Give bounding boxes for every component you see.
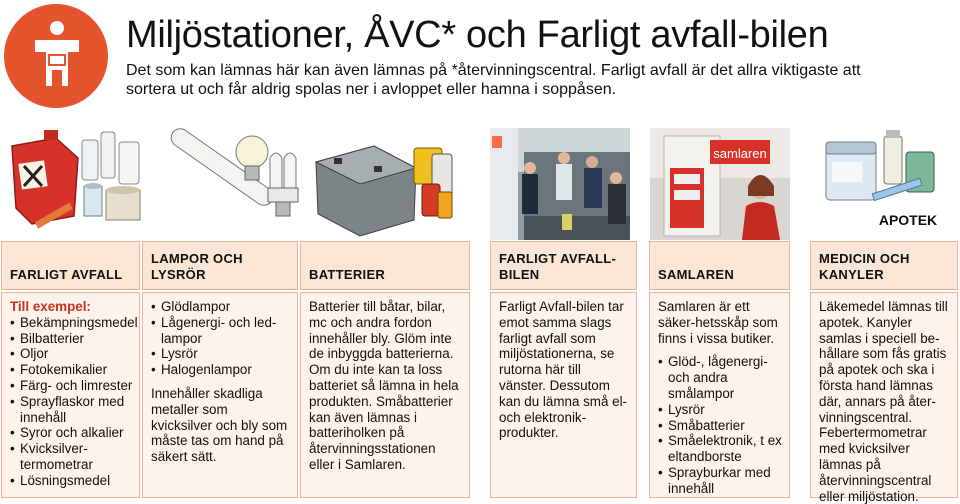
- hazardous-waste-illustration: [4, 128, 154, 238]
- item-list: [10, 314, 138, 489]
- col-body-samlaren: [649, 292, 790, 498]
- col-header-farligt-avfall: FARLIGT AVFALL: [1, 241, 140, 290]
- list-item: • Småelektronik, t ex eltandborste: [658, 433, 783, 465]
- list-item: • Färg- och limrester: [10, 378, 133, 394]
- body-text: Farligt Avfall-bilen tar emot samma slags farligt avfall som miljöstationerna, se rutorna här till vänster. Dessutom kan du lämna små el- och elektronik-produkter.: [499, 299, 628, 441]
- list-item: • Bekämpningsmedel: [10, 315, 133, 331]
- apotek-label: APOTEK: [878, 212, 938, 228]
- list-item: • Småbatterier: [658, 418, 783, 434]
- list-item: • Glödlampor: [151, 299, 291, 315]
- list-item: • Lysrör: [658, 402, 783, 418]
- col-header-medicin: MEDICIN OCH KANYLER: [810, 241, 958, 290]
- logo: [4, 4, 108, 108]
- list-item: • Lågenergi- och led-lampor: [151, 315, 291, 347]
- item-list: [658, 354, 783, 496]
- medicine-illustration: [812, 128, 960, 240]
- col-body-farligt-avfall-bilen: [490, 292, 637, 498]
- body-text: Batterier till båtar, bilar, mc och andra fordon innehåller bly. Glöm inte de inbyggda batterierna. Om du inte kan ta loss batteriet så lämna in hela produkten. Småbatterier kan även lämnas i batteriholken på återvinningsstationen eller i Samlaren.: [309, 299, 459, 472]
- person-recycling-icon: [4, 4, 108, 108]
- samlaren-sign-text: samlaren: [713, 146, 767, 161]
- list-item: • Lösningsmedel: [10, 473, 133, 489]
- col-body-farligt-avfall: [1, 292, 140, 498]
- col-body-lampor: [142, 292, 298, 498]
- col-body-batterier: [300, 292, 470, 498]
- col-header-batterier: BATTERIER: [300, 241, 470, 290]
- col-header-samlaren: SAMLAREN: [649, 241, 790, 290]
- body-text: Innehåller skadliga metaller som kvicksilver och bly som måste tas om hand på säkert sätt.: [151, 385, 288, 465]
- list-item: • Lysrör: [151, 346, 291, 362]
- page-subtitle: Det som kan lämnas här kan även lämnas på *återvinningscentral. Farligt avfall är det allra viktigaste att sortera ut och får aldrig spolas ner i avloppet eller hamna i soppåsen.: [126, 62, 861, 98]
- intro-text: Till exempel:: [10, 299, 91, 314]
- body-text: Samlaren är ett säker-hetsskåp som finns i vissa butiker.: [658, 299, 778, 346]
- col-header-lampor: LAMPOR OCH LYSRÖR: [142, 241, 298, 290]
- list-item: • Fotokemikalier: [10, 362, 133, 378]
- body-text: Läkemedel lämnas till apotek. Kanyler samlas i speciell be-hållare som fås gratis på apotek och ska i första hand lämnas där, annars på åter-vinningscentral. Febertermometrar med kvicksilver lämnas på återvinningscentral eller miljöstation.: [819, 299, 948, 504]
- list-item: • Sprayflaskor med innehåll: [10, 394, 133, 426]
- list-item: • Syror och alkalier: [10, 425, 133, 441]
- list-item: • Bilbatterier: [10, 331, 133, 347]
- lamps-illustration: [162, 128, 302, 238]
- list-item: • Sprayburkar med innehåll: [658, 465, 783, 497]
- list-item: • Oljor: [10, 346, 133, 362]
- col-body-medicin: [810, 292, 958, 504]
- samlaren-photo: [650, 128, 790, 240]
- batteries-illustration: [314, 128, 464, 238]
- list-item: • Glöd-, lågenergi- och andra smålampor: [658, 354, 783, 401]
- col-header-farligt-avfall-bilen: FARLIGT AVFALL-BILEN: [490, 241, 637, 290]
- page-title: Miljöstationer, ÅVC* och Farligt avfall-bilen: [126, 14, 829, 56]
- hazardous-waste-truck-photo: [490, 128, 630, 240]
- list-item: • Halogenlampor: [151, 362, 291, 378]
- list-item: • Kvicksilver-termometrar: [10, 441, 133, 473]
- item-list: [151, 299, 291, 378]
